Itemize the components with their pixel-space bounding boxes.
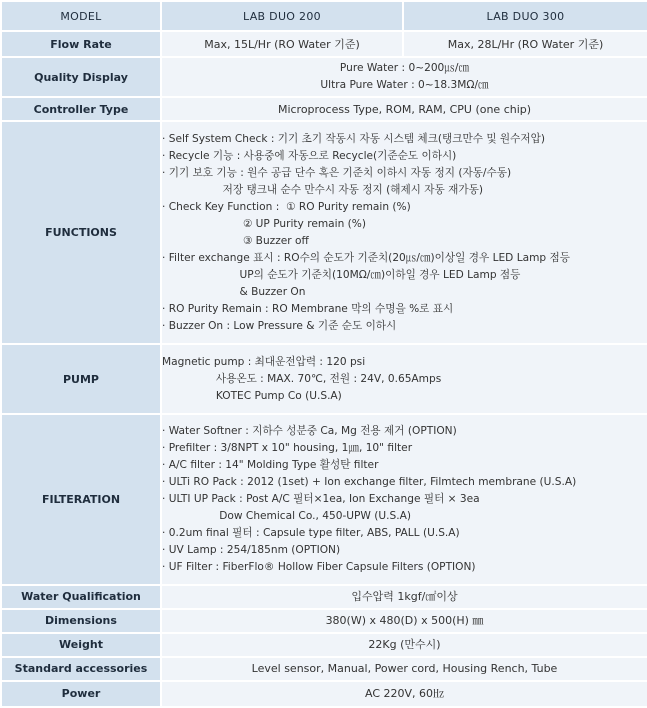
pump-row (1, 344, 647, 414)
pump-label: PUMP (1, 344, 161, 414)
model-col2: LAB DUO 300 (403, 1, 647, 31)
quality-display-row (1, 57, 647, 97)
functions-line: UP의 순도가 기준치(10MΩ/㎝)이하일 경우 LED Lamp 점등 (162, 268, 521, 281)
pump-list (161, 344, 647, 414)
functions-label: FUNCTIONS (1, 121, 161, 344)
functions-line: · Self System Check : 기기 초기 작동시 자동 시스템 체크(탱크만수 및 원수저압) (162, 132, 545, 145)
filteration-line: · Prefilter : 3/8NPT x 10" housing, 1㎛, 10" filter (162, 441, 413, 454)
filteration-line: · 0.2um final 필터 : Capsule type filter, ABS, PALL (U.S.A) (162, 526, 460, 539)
flow-rate-row (1, 31, 647, 57)
filteration-line: · ULTi RO Pack : 2012 (1set) + Ion exchange filter, Filmtech membrane (U.S.A) (162, 475, 577, 488)
power-row (1, 681, 647, 707)
flow-rate-col2: Max, 28L/Hr (RO Water 기준) (403, 31, 647, 57)
weight-label: Weight (1, 633, 161, 657)
functions-line: · RO Purity Remain : RO Membrane 막의 수명을 %로 표시 (162, 302, 454, 315)
filteration-line: Dow Chemical Co., 450-UPW (U.S.A) (162, 509, 411, 522)
functions-line: & Buzzer On (162, 285, 306, 298)
weight-row (1, 633, 647, 657)
pump-line: KOTEC Pump Co (U.S.A) (162, 389, 342, 402)
functions-line: · 기기 보호 기능 : 원수 공급 단수 혹은 기준치 이하시 자동 정지 (자동/수동) (162, 166, 512, 179)
flow-rate-col1: Max, 15L/Hr (RO Water 기준) (161, 31, 403, 57)
header-row (1, 1, 647, 31)
quality-display-label: Quality Display (1, 57, 161, 97)
functions-line: · Recycle 기능 : 사용중에 자동으로 Recycle(기준순도 이하시) (162, 149, 457, 162)
power-label: Power (1, 681, 161, 707)
controller-type-row (1, 97, 647, 121)
flow-rate-label: Flow Rate (1, 31, 161, 57)
filteration-line: · UF Filter : FiberFlo® Hollow Fiber Capsule Filters (OPTION) (162, 560, 476, 573)
power-value: AC 220V, 60㎐ (161, 681, 647, 707)
dimensions-value: 380(W) x 480(D) x 500(H) ㎜ (161, 609, 647, 633)
functions-line: · Filter exchange 표시 : RO수의 순도가 기준치(20㎲/㎝)이상일 경우 LED Lamp 점등 (162, 251, 570, 264)
functions-line: ② UP Purity remain (%) (162, 217, 367, 230)
controller-type-label: Controller Type (1, 97, 161, 121)
filteration-line: · A/C filter : 14" Molding Type 활성탄 filter (162, 458, 379, 471)
water-qualification-label: Water Qualification (1, 585, 161, 609)
quality-display-line: Pure Water : 0~200㎲/㎝ (339, 62, 470, 75)
standard-accessories-label: Standard accessories (1, 657, 161, 681)
model-label: MODEL (1, 1, 161, 31)
functions-line: · Check Key Function : ① RO Purity remain (%) (162, 200, 411, 213)
filteration-label: FILTERATION (1, 414, 161, 584)
functions-line: · Buzzer On : Low Pressure & 기준 순도 이하시 (162, 319, 397, 332)
controller-type-value: Microprocess Type, ROM, RAM, CPU (one chip) (161, 97, 647, 121)
dimensions-row (1, 609, 647, 633)
water-qualification-value: 입수압력 1kgf/㎠이상 (161, 585, 647, 609)
functions-row (1, 121, 647, 344)
standard-accessories-value: Level sensor, Manual, Power cord, Housing Rench, Tube (161, 657, 647, 681)
filteration-list (161, 414, 647, 584)
functions-line: 저장 탱크내 순수 만수시 자동 정지 (해제시 자동 재가동) (162, 183, 483, 196)
functions-line: ③ Buzzer off (162, 234, 309, 247)
filteration-row (1, 414, 647, 584)
functions-list (161, 121, 647, 344)
filteration-line: · Water Softner : 지하수 성분중 Ca, Mg 전용 제거 (OPTION) (162, 424, 457, 437)
quality-display-line: Ultra Pure Water : 0~18.3MΩ/㎝ (320, 79, 489, 92)
pump-line: 사용온도 : MAX. 70℃, 전원 : 24V, 0.65Amps (162, 372, 442, 385)
quality-display-value (161, 57, 647, 97)
model-col1: LAB DUO 200 (161, 1, 403, 31)
water-qualification-row (1, 585, 647, 609)
weight-value: 22Kg (만수시) (161, 633, 647, 657)
filteration-line: · UV Lamp : 254/185nm (OPTION) (162, 543, 341, 556)
pump-line: Magnetic pump : 최대운전압력 : 120 psi (162, 355, 366, 368)
dimensions-label: Dimensions (1, 609, 161, 633)
filteration-line: · ULTI UP Pack : Post A/C 필터×1ea, Ion Exchange 필터 × 3ea (162, 492, 480, 505)
standard-accessories-row (1, 657, 647, 681)
